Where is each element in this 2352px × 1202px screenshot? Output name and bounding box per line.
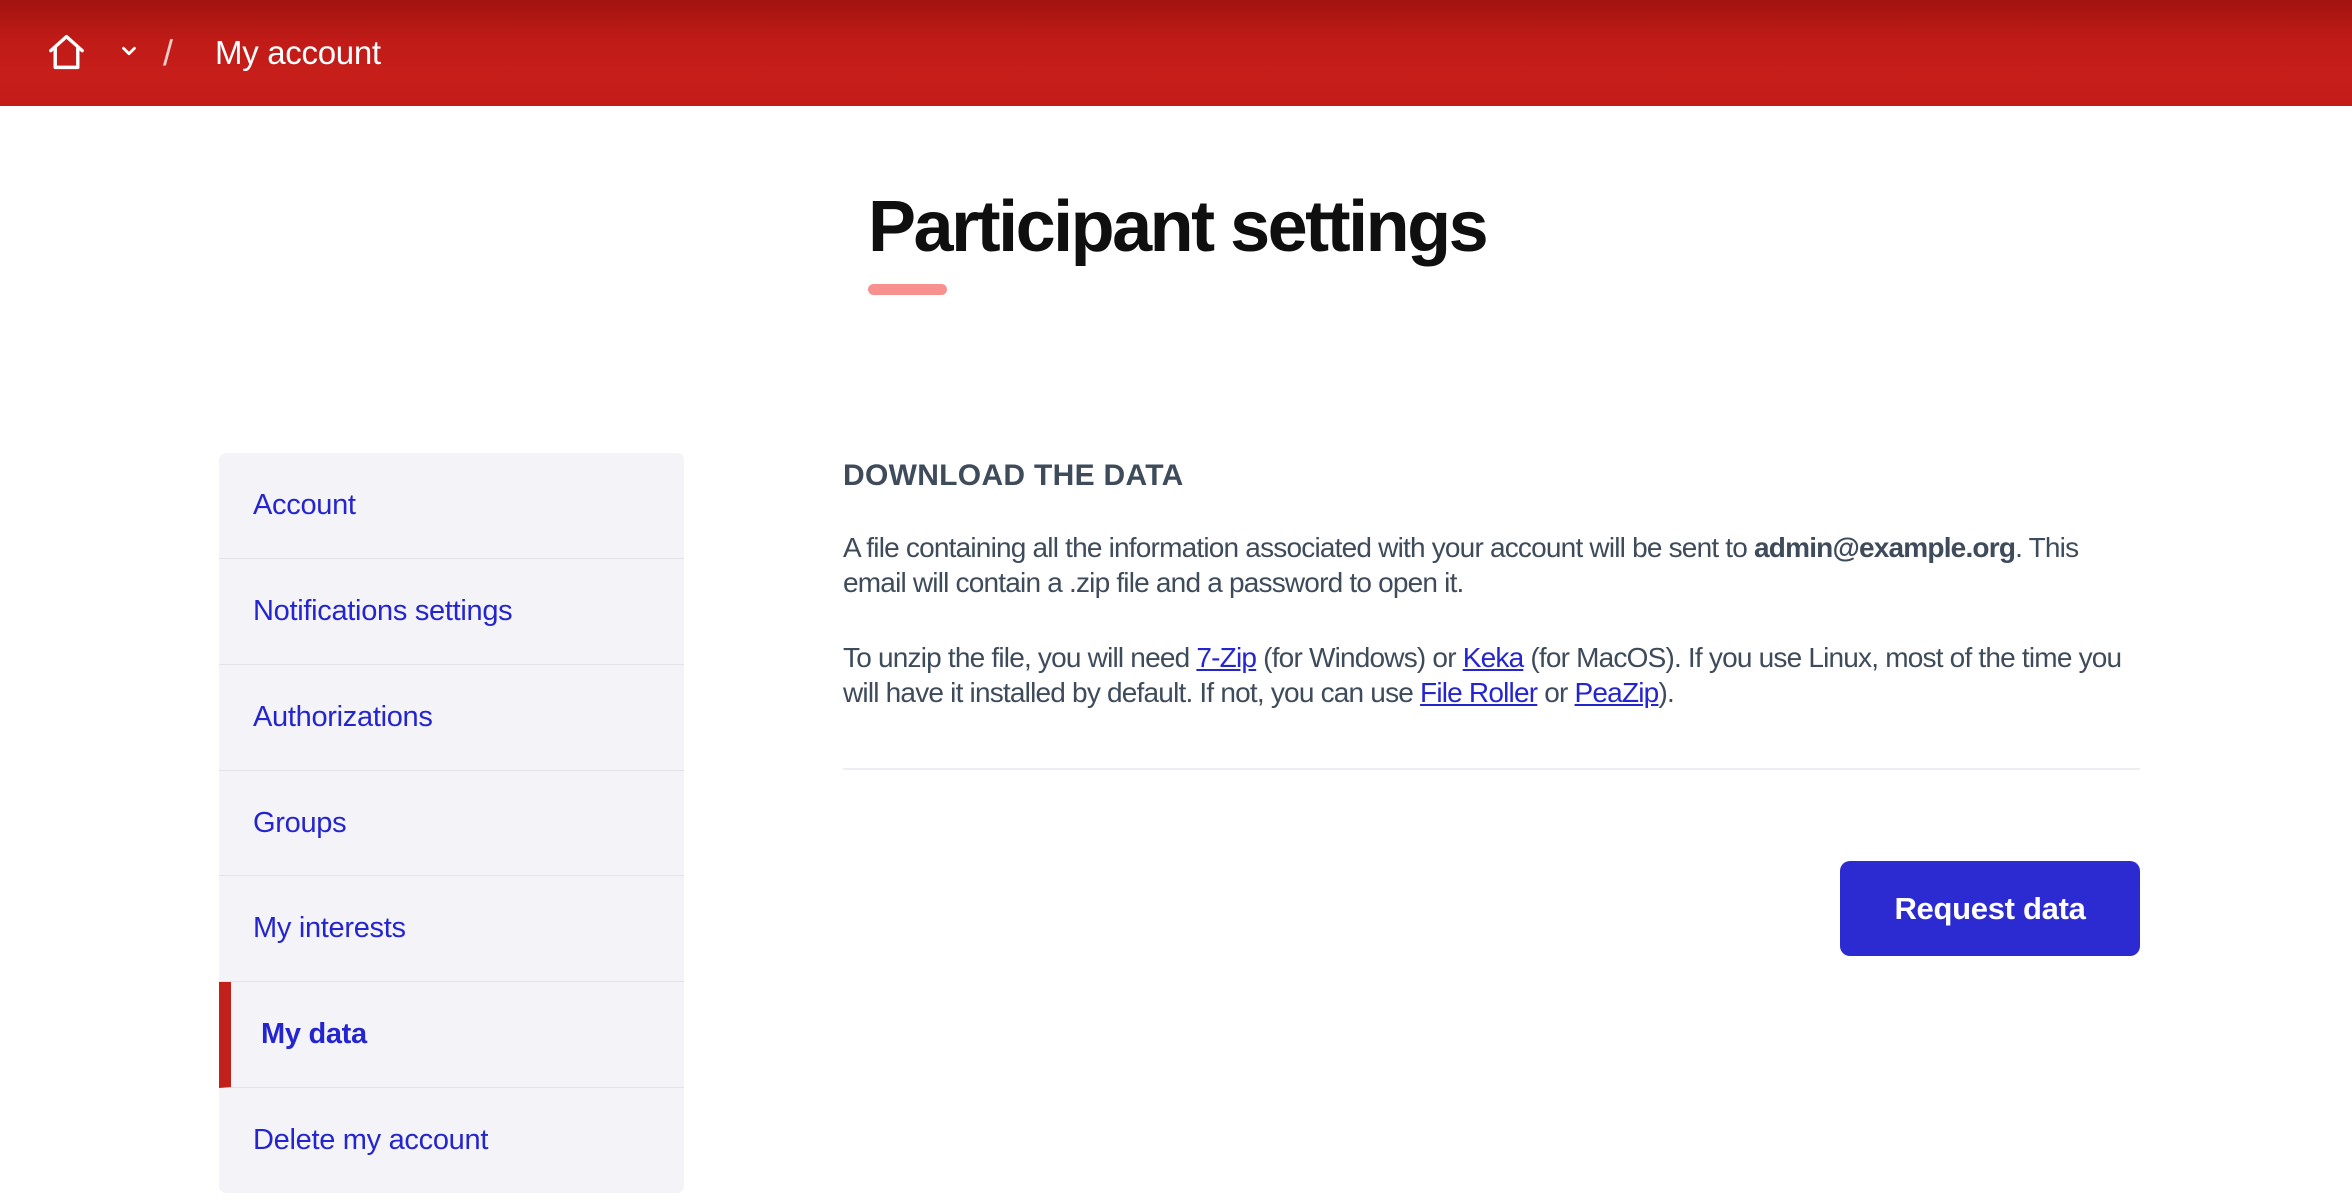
paragraph2-part4: or xyxy=(1537,677,1575,708)
breadcrumb-my-account-link[interactable]: My account xyxy=(215,34,381,71)
sidebar-item-my-data[interactable]: My data xyxy=(219,982,684,1088)
sidebar-item-notifications-settings[interactable]: Notifications settings xyxy=(219,559,684,665)
account-settings-sidebar xyxy=(219,453,684,1193)
paragraph1-text-before: A file containing all the information associated with your account will be sent to xyxy=(843,532,1755,563)
home-icon xyxy=(46,31,87,73)
paragraph2-part3: (for MacOS). If you use Linux, most of the time you will have it installed by default. If not, you can use xyxy=(843,642,2122,708)
section-heading: DOWNLOAD THE DATA xyxy=(843,459,1184,492)
sidebar-item-groups[interactable]: Groups xyxy=(219,771,684,877)
download-info-paragraph xyxy=(843,530,2140,600)
paragraph2-part1: To unzip the file, you will need xyxy=(843,642,1197,673)
button-row xyxy=(843,778,2140,956)
sidebar-item-account[interactable]: Account xyxy=(219,453,684,559)
page-title: Participant settings xyxy=(868,187,1487,267)
request-data-button[interactable]: Request data xyxy=(1840,861,2140,956)
home-button[interactable] xyxy=(46,31,87,73)
paragraph2-part5: ). xyxy=(1658,677,1674,708)
7zip-link[interactable]: 7-Zip xyxy=(1196,642,1257,673)
paragraph2-part2: (for Windows) or xyxy=(1256,642,1463,673)
paragraph1-text-after: . This email will contain a .zip file and a password to open it. xyxy=(843,532,2079,598)
chevron-down-icon xyxy=(118,40,140,62)
keka-link[interactable]: Keka xyxy=(1462,642,1524,673)
my-data-panel xyxy=(843,458,2140,956)
account-email: admin@example.org xyxy=(1754,532,2016,563)
sidebar-item-my-interests[interactable]: My interests xyxy=(219,876,684,982)
sidebar-item-authorizations[interactable]: Authorizations xyxy=(219,665,684,771)
sidebar-item-delete-my-account[interactable]: Delete my account xyxy=(253,1124,489,1157)
breadcrumb-dropdown-toggle[interactable] xyxy=(114,36,144,66)
title-underline-accent xyxy=(868,284,947,295)
file-roller-link[interactable]: File Roller xyxy=(1420,677,1538,708)
peazip-link[interactable]: PeaZip xyxy=(1574,677,1659,708)
section-divider xyxy=(843,768,2140,770)
breadcrumb-bar xyxy=(0,0,2352,106)
breadcrumb-separator: / xyxy=(163,32,174,73)
unzip-info-paragraph xyxy=(843,640,2140,710)
